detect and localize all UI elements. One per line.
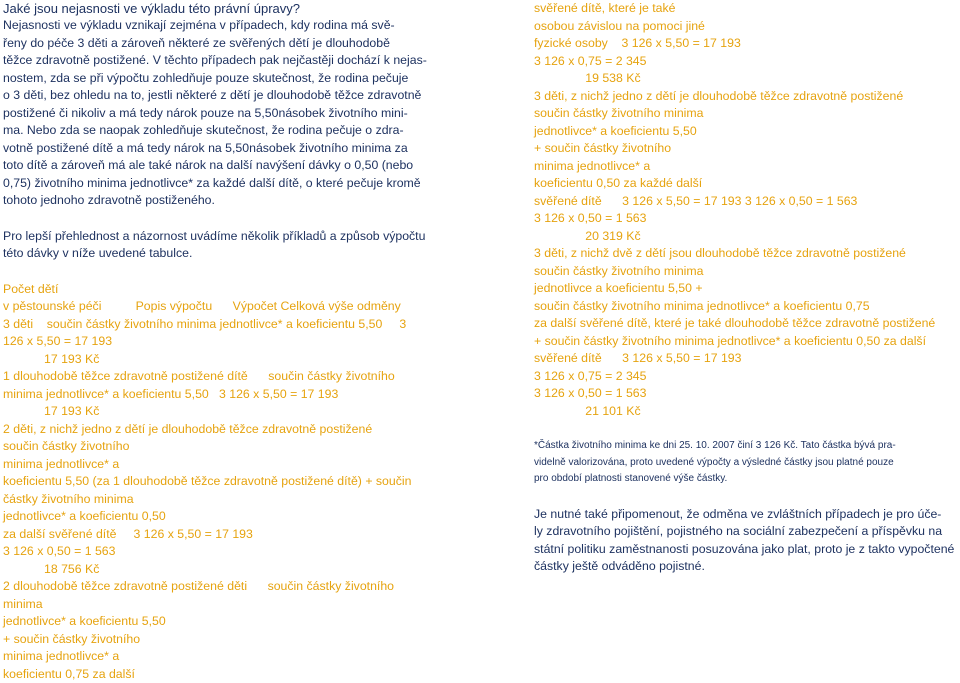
table-line: 19 538 Kč [534, 70, 960, 88]
text-line: Je nutné také připomenout, že odměna ve zvláštních případech je pro úče- [534, 506, 960, 524]
text-line: tohoto jednoho zdravotně postiženého. [3, 192, 443, 210]
footnote-line: pro období platnosti stanovené výše částky. [534, 471, 960, 488]
table-line: 3 děti, z nichž jedno z dětí je dlouhodobě těžce zdravotně postižené [534, 88, 960, 106]
table-line: za další svěřené dítě, které je také dlouhodobě těžce zdravotně postižené [534, 315, 960, 333]
table-line: koeficientu 5,50 (za 1 dlouhodobě těžce zdravotně postižené dítě) + součin [3, 473, 443, 491]
table-line: svěřené dítě, které je také [534, 0, 960, 18]
table-line: 1 dlouhodobě těžce zdravotně postižené dítě součin částky životního [3, 368, 443, 386]
table-line: v pěstounské péči Popis výpočtu Výpočet Celková výše odměny [3, 298, 443, 316]
text-line: Pro lepší přehlednost a názornost uvádíme několik příkladů a způsob výpočtu [3, 228, 443, 246]
text-line: votně postižené dítě a má tedy nárok na 5,50násobek životního minima za [3, 140, 443, 158]
table-line: částky životního minima [3, 491, 443, 509]
table-line: + součin částky životního [534, 140, 960, 158]
table-line: 2 dlouhodobě těžce zdravotně postižené děti součin částky životního [3, 578, 443, 596]
table-line: osobou závislou na pomoci jiné [534, 18, 960, 36]
table-line: jednotlivce* a koeficientu 5,50 [3, 613, 443, 631]
table-line: jednotlivce* a koeficientu 5,50 [534, 123, 960, 141]
table-line: součin částky životního minima jednotlivce* a koeficientu 0,75 [534, 298, 960, 316]
text-line: ma. Nebo zda se naopak zohledňuje skutečnost, že rodina pečuje o zdra- [3, 122, 443, 140]
table-line: + součin částky životního minima jednotlivce* a koeficientu 0,50 za další [534, 333, 960, 351]
text-line: státní politiku zaměstnanosti posuzována jako plat, proto je z takto vypočtené [534, 541, 960, 559]
table-line: fyzické osoby 3 126 x 5,50 = 17 193 [534, 35, 960, 53]
footnote-line: *Částka životního minima ke dni 25. 10. 2007 činí 3 126 Kč. Tato částka bývá pra- [534, 438, 960, 455]
table-line: koeficientu 0,50 za každé další [534, 175, 960, 193]
table-line: minima jednotlivce* a [534, 158, 960, 176]
table-line: jednotlivce* a koeficientu 0,50 [3, 508, 443, 526]
table-line: + součin částky životního [3, 631, 443, 649]
text-line: Nejasnosti ve výkladu vznikají zejména v případech, kdy rodina má svě- [3, 17, 443, 35]
table-line: 2 děti, z nichž jedno z dětí je dlouhodobě těžce zdravotně postižené [3, 421, 443, 439]
table-line: 3 děti, z nichž dvě z dětí jsou dlouhodobě těžce zdravotně postižené [534, 245, 960, 263]
footnote [534, 438, 960, 488]
table-line: 18 756 Kč [3, 561, 443, 579]
example-table-right [534, 0, 960, 420]
table-line: za další svěřené dítě 3 126 x 5,50 = 17 193 [3, 526, 443, 544]
text-line: 0,75) životního minima jednotlivce* za každé další dítě, o které pečuje kromě [3, 175, 443, 193]
table-line: jednotlivce a koeficientu 5,50 + [534, 280, 960, 298]
table-line: koeficientu 0,75 za další [3, 666, 443, 683]
text-line: nostem, zda se při výpočtu zohledňuje pouze skutečnost, že rodina pečuje [3, 70, 443, 88]
table-line: součin částky životního minima [534, 105, 960, 123]
table-line: 126 x 5,50 = 17 193 [3, 333, 443, 351]
right-column [534, 0, 960, 576]
table-line: minima jednotlivce* a [3, 456, 443, 474]
table-line: 21 101 Kč [534, 403, 960, 421]
table-line: 17 193 Kč [3, 403, 443, 421]
table-line: Počet dětí [3, 281, 443, 299]
table-line: 3 126 x 0,75 = 2 345 [534, 53, 960, 71]
table-line: součin částky životního [3, 438, 443, 456]
table-intro-paragraph [3, 228, 443, 263]
text-line: toto dítě a zároveň má ale také nárok na další navýšení dávky o 0,50 (nebo [3, 157, 443, 175]
table-line: minima jednotlivce* a koeficientu 5,50 3 126 x 5,50 = 17 193 [3, 386, 443, 404]
table-line: 3 126 x 0,50 = 1 563 [3, 543, 443, 561]
text-line: této dávky v níže uvedené tabulce. [3, 245, 443, 263]
table-line: svěřené dítě 3 126 x 5,50 = 17 193 [534, 350, 960, 368]
section-heading: Jaké jsou nejasnosti ve výkladu této právní úpravy? [3, 0, 443, 17]
text-line: postižené či nikoliv a má tedy nárok pouze na 5,50násobek životního mini- [3, 105, 443, 123]
table-line: 3 děti součin částky životního minima jednotlivce* a koeficientu 5,50 3 [3, 316, 443, 334]
text-line: o 3 děti, bez ohledu na to, jestli některé z dětí je dlouhodobě těžce zdravotně [3, 87, 443, 105]
text-line: řeny do péče 3 děti a zároveň některé ze svěřených dětí je dlouhodobě [3, 35, 443, 53]
intro-paragraph [3, 17, 443, 210]
text-line: částky ještě odváděno pojistné. [534, 558, 960, 576]
table-line: minima jednotlivce* a [3, 648, 443, 666]
table-line: 3 126 x 0,50 = 1 563 [534, 210, 960, 228]
left-column [3, 0, 443, 683]
table-line: 20 319 Kč [534, 228, 960, 246]
table-line: 3 126 x 0,50 = 1 563 [534, 385, 960, 403]
table-line: 17 193 Kč [3, 351, 443, 369]
footnote-line: videlně valorizována, proto uvedené výpočty a výsledné částky jsou platné pouze [534, 455, 960, 472]
table-line: 3 126 x 0,75 = 2 345 [534, 368, 960, 386]
table-line: součin částky životního minima [534, 263, 960, 281]
text-line: ly zdravotního pojištění, pojistného na sociální zabezpečení a příspěvku na [534, 523, 960, 541]
table-line: svěřené dítě 3 126 x 5,50 = 17 193 3 126 x 0,50 = 1 563 [534, 193, 960, 211]
example-table-left [3, 281, 443, 683]
table-line: minima [3, 596, 443, 614]
closing-paragraph [534, 506, 960, 576]
text-line: těžce zdravotně postižené. V těchto případech pak nejčastěji dochází k nejas- [3, 52, 443, 70]
